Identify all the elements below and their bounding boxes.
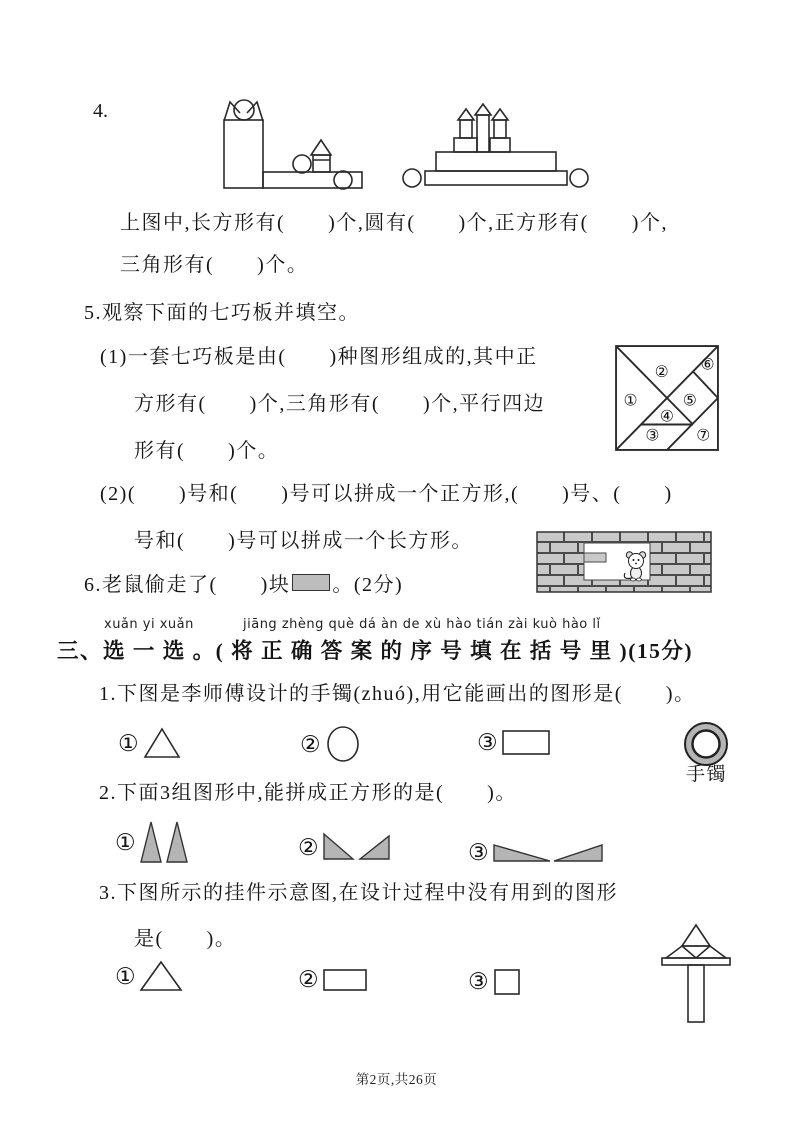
c2-option-3 (468, 840, 604, 864)
circled-2: ② (300, 731, 321, 757)
section3-heading: 三、选 一 选 。( 将 正 确 答 案 的 序 号 填 在 括 号 里 )(15分) (57, 639, 694, 663)
q4-text-line2: 三角形有( )个。 (120, 254, 309, 276)
c2-option-2 (298, 832, 392, 862)
square-outline-icon (492, 966, 522, 996)
c3-option-2 (298, 966, 368, 992)
q5-title: 5.观察下面的七巧板并填空。 (84, 302, 360, 324)
rectangle-outline-icon (322, 966, 368, 992)
c1-option-1 (118, 726, 182, 760)
tangram-diagram (615, 345, 719, 451)
tangram-label-7: ⑦ (696, 425, 711, 445)
circled-3: ③ (477, 729, 498, 755)
tangram-label-3: ③ (645, 425, 660, 445)
c2-option-1 (115, 818, 191, 866)
q4-text-line1: 上图中,长方形有( )个,圆有( )个,正方形有( )个, (120, 212, 668, 234)
q5-part2-line2: 号和( )号可以拼成一个长方形。 (134, 530, 473, 552)
brick-wall-figure (536, 531, 712, 594)
circled-3: ③ (468, 968, 489, 994)
circled-1: ① (118, 730, 139, 756)
pinyin-instruction: jiāng zhèng què dá àn de xù hào tián zài kuò hào lǐ (243, 617, 601, 632)
pinyin-xuanyixuan: xuǎn yi xuǎn (104, 617, 194, 632)
tall-triangles-pair-icon (139, 818, 191, 866)
circled-3: ③ (468, 839, 489, 865)
c3-option-1 (115, 960, 183, 992)
triangle-outline-icon (139, 960, 183, 992)
q5-part1-line1: (1)一套七巧板是由( )种图形组成的,其中正 (100, 346, 538, 368)
q6-line (84, 568, 403, 597)
q4-figure-boat (400, 103, 595, 195)
c1-option-3 (477, 727, 553, 757)
q5-part1-line3: 形有( )个。 (134, 440, 280, 462)
triangle-outline-icon (142, 726, 182, 760)
circled-1: ① (115, 963, 136, 989)
right-triangles-pair-icon (322, 832, 392, 862)
page-footer: 第2页,共26页 (355, 1072, 438, 1087)
q6-text-before: 6.老鼠偷走了( )块 (84, 574, 291, 596)
q4-number: 4. (93, 100, 108, 122)
c1-text: 1.下图是李师傅设计的手镯(zhuó),用它能画出的图形是( )。 (99, 683, 696, 705)
circled-1: ① (115, 829, 136, 855)
bracelet-label: 手镯 (686, 764, 728, 785)
circled-2: ② (298, 834, 319, 860)
q5-part1-line2: 方形有( )个,三角形有( )个,平行四边 (134, 393, 546, 415)
rectangle-outline-icon (501, 727, 553, 757)
circled-2: ② (298, 966, 319, 992)
tangram-label-2: ② (654, 361, 669, 381)
c3-text-line2: 是( )。 (134, 928, 237, 950)
tangram-label-4: ④ (660, 406, 674, 426)
tangram-label-1: ① (623, 390, 638, 410)
tangram-label-6: ⑥ (700, 354, 715, 374)
c1-option-2 (300, 724, 362, 764)
tangram-label-5: ⑤ (682, 390, 697, 410)
circle-outline-icon (324, 724, 362, 764)
gray-rectangle-shape (292, 574, 330, 591)
pendant-figure (652, 922, 740, 1026)
c3-option-3 (468, 966, 522, 996)
q4-figure-castle (218, 98, 368, 198)
c3-text-line1: 3.下图所示的挂件示意图,在设计过程中没有用到的图形 (99, 882, 618, 904)
c2-text: 2.下面3组图形中,能拼成正方形的是( )。 (99, 782, 517, 804)
bracelet-ring-icon (682, 720, 730, 768)
q5-part2-line1: (2)( )号和( )号可以拼成一个正方形,( )号、( ) (100, 483, 673, 505)
flat-triangles-pair-icon (492, 840, 604, 864)
q6-text-after: 。(2分) (332, 574, 404, 596)
